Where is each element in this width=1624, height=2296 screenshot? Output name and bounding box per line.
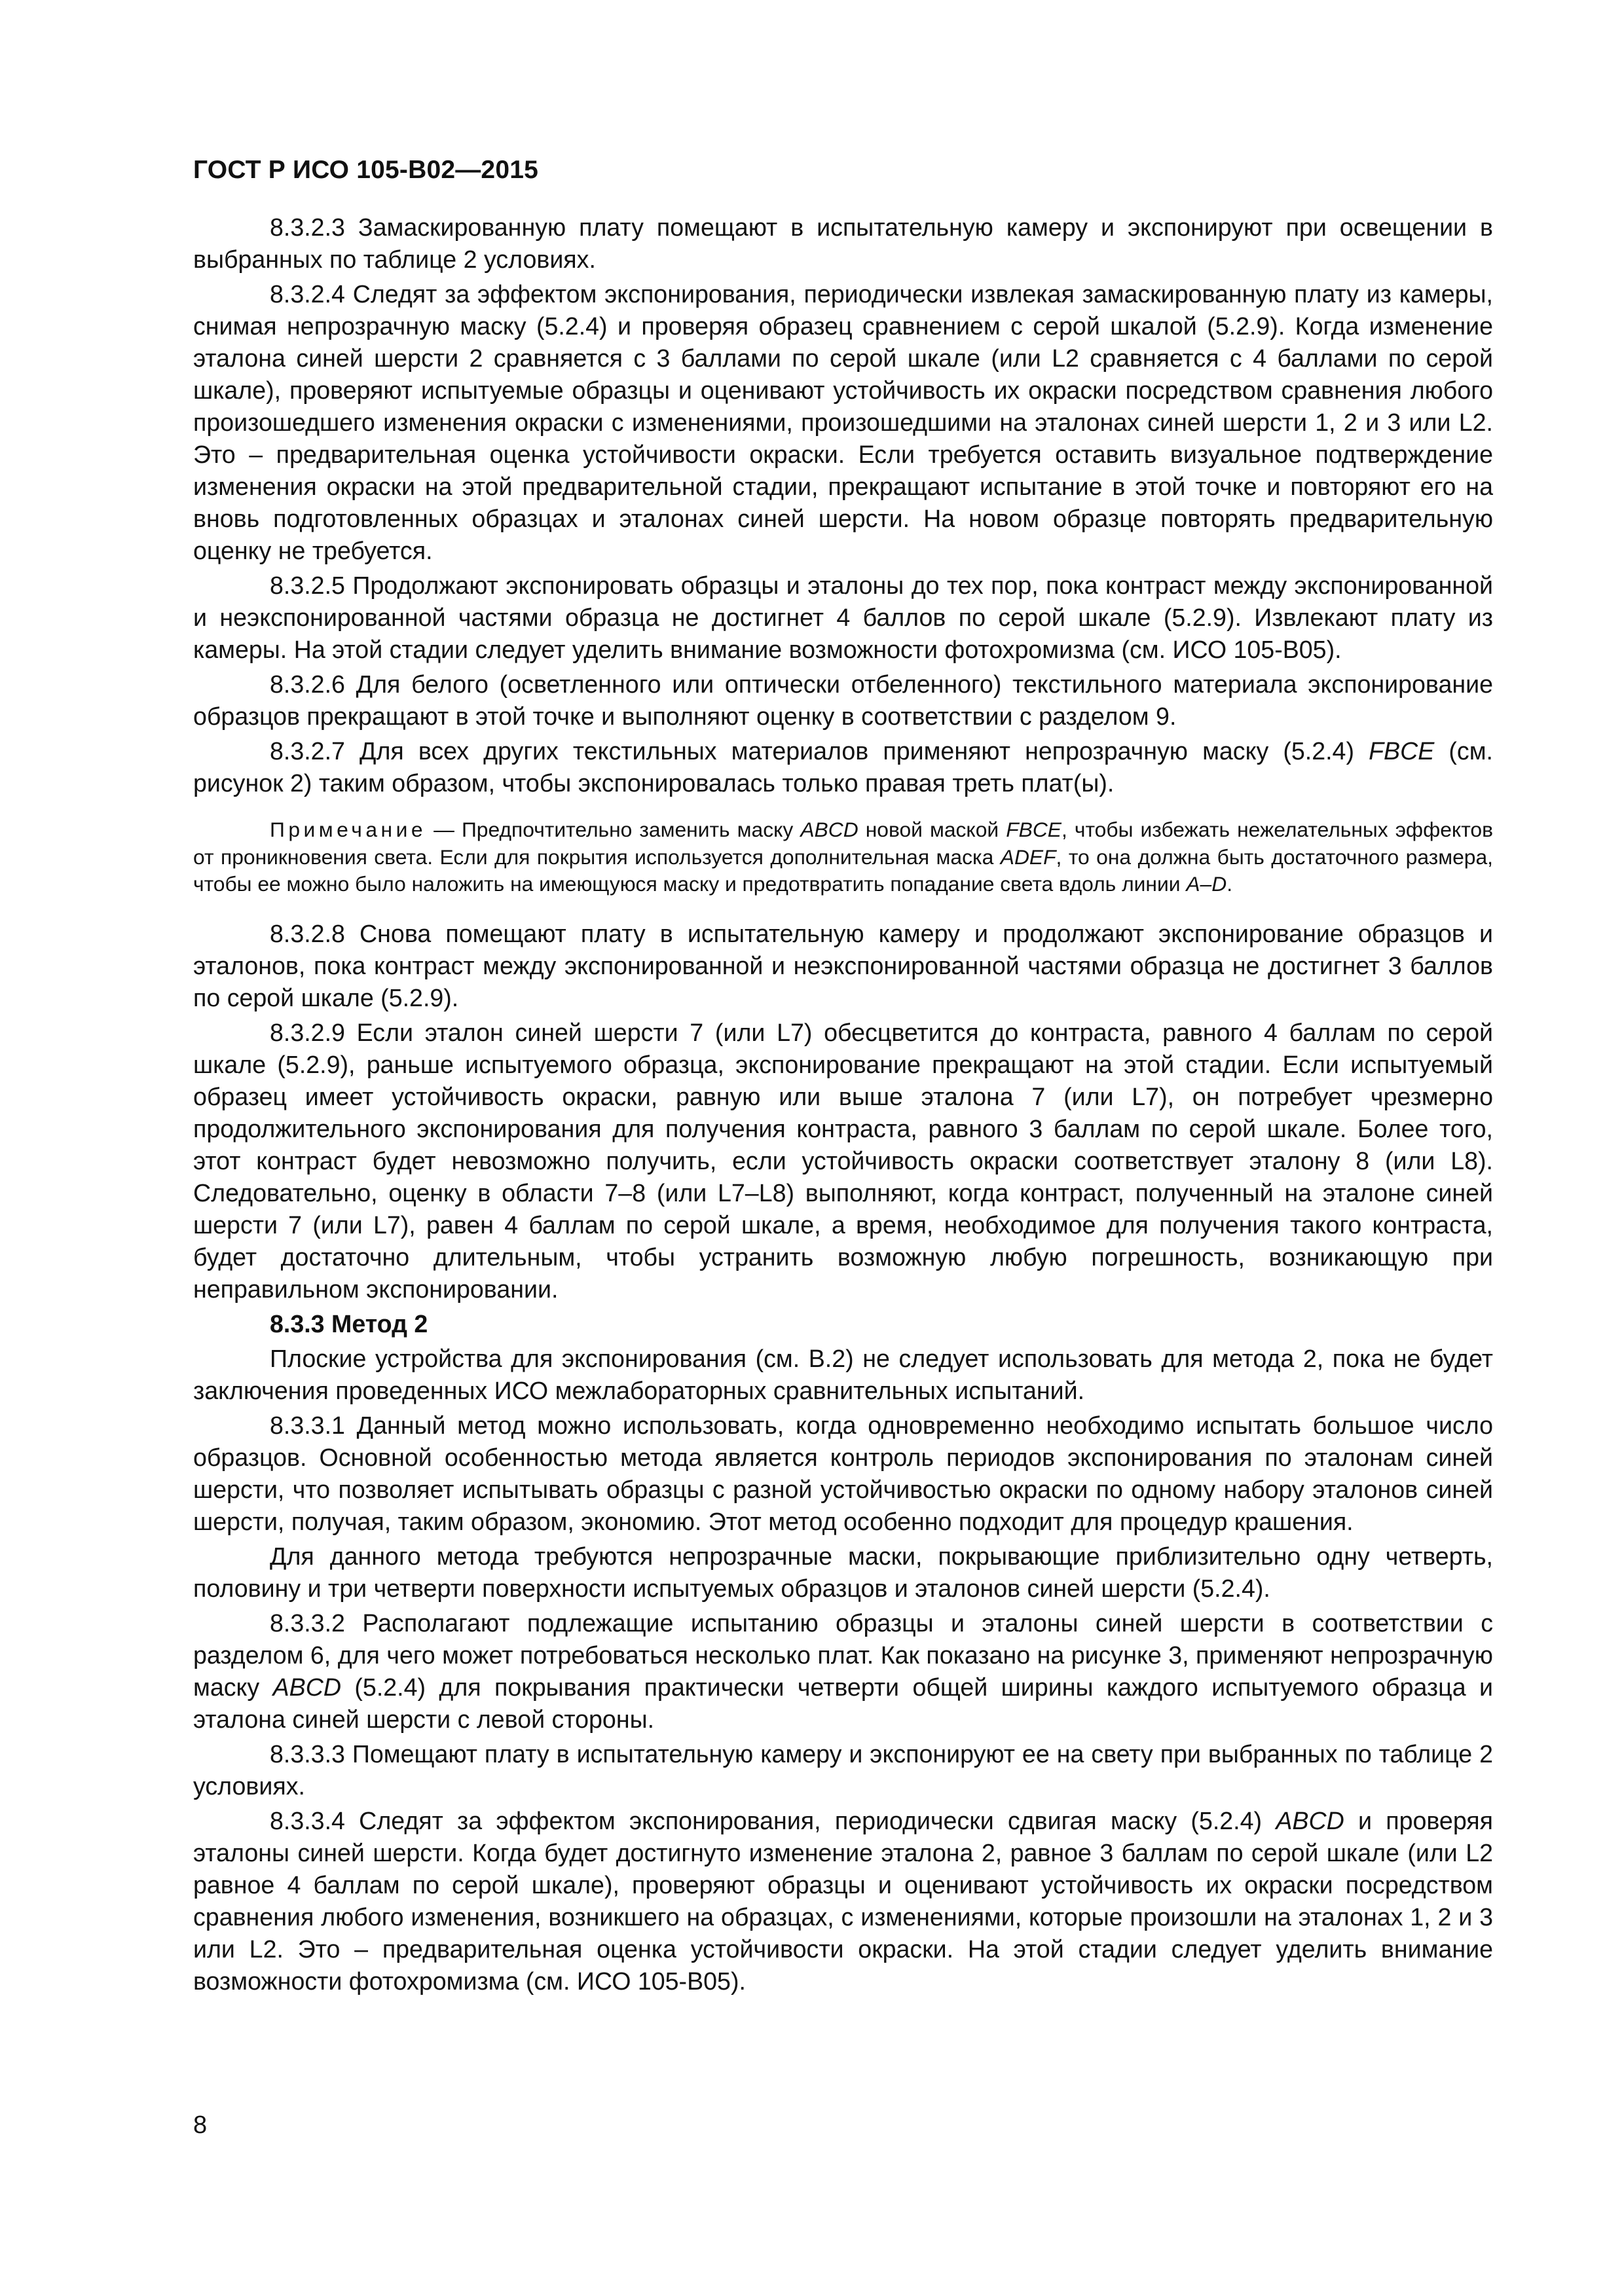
mask-label: ABCD xyxy=(272,1673,341,1701)
clause-8-3-3-1-masks: Для данного метода требуются непрозрачные маски, покрывающие приблизительно одну четверть, половину и три четверти поверхности испытуемых образцов и эталонов синей шерсти (5.2.4). xyxy=(193,1542,1493,1602)
note-text: , то она должна быть достаточного размера, чтобы ее можно было наложить на имеющуюся маску и предотвратить попадание света вдоль линии xyxy=(193,845,1493,896)
page-number: 8 xyxy=(193,2111,208,2139)
clause-8-3-3-3: 8.3.3.3 Помещают плату в испытательную камеру и экспонируют ее на свету при выбранных по таблице 2 условиях. xyxy=(193,1740,1493,1800)
document-header: ГОСТ Р ИСО 105-B02—2015 xyxy=(193,156,538,184)
clause-8-3-2-7 xyxy=(193,735,1493,799)
clause-8-3-3-2 xyxy=(193,1607,1493,1736)
note-text: — Предпочтительно заменить маску xyxy=(426,818,801,841)
clause-8-3-2-5: 8.3.2.5 Продолжают экспонировать образцы и эталоны до тех пор, пока контраст между экспонированной и неэкспонированной частями образца не достигнет 4 баллов по серой шкале (5.2.9). Извлекают плату из камеры. На этой стадии следует уделить внимание возможности фотохромизма (см. ИСО 105-B05). xyxy=(193,572,1493,663)
clause-text: (5.2.4) для покрывания практически четверти общей ширины каждого испытуемого образца и эталона синей шерсти с левой стороны. xyxy=(193,1673,1493,1733)
clause-text: 8.3.2.7 Для всех других текстильных материалов применяют непрозрачную маску (5.2.4) xyxy=(270,737,1369,765)
clause-text: 8.3.3.4 Следят за эффектом экспонирования, периодически сдвигая маску (5.2.4) xyxy=(270,1806,1276,1834)
note-text: . xyxy=(1227,872,1233,896)
clause-8-3-2-8: 8.3.2.8 Снова помещают плату в испытательную камеру и продолжают экспонирование образцов и эталонов, пока контраст между экспонированной и неэкспонированной частями образца не достигнет 3 баллов по серой шкале (5.2.9). xyxy=(193,919,1493,1011)
document-body xyxy=(193,211,1493,1997)
mask-label: ADEF xyxy=(1000,845,1056,869)
clause-8-3-2-4: 8.3.2.4 Следят за эффектом экспонирования, периодически извлекая замаскированную плату из камеры, снимая непрозрачную маску (5.2.4) и проверяя образец сравнением с серой шкалой (5.2.9). Когда изменение эталона синей шерсти 2 сравняется с 3 баллами по серой шкале (или L2 сравняется с 4 баллами по серой шкале), проверяют испытуемые образцы и оценивают устойчивость их окраски посредством сравнения любого произошедшего изменения окраски с изменениями, произошедшими на эталонах синей шерсти 1, 2 и 3 или L2. Это – предварительная оценка устойчивости окраски. Если требуется оставить визуальное подтверждение изменения окраски на этой предварительной стадии, прекращают испытание в этой точке и повторяют его на вновь подготовленных образцах и эталонах синей шерсти. На новом образце повторять предварительную оценку не требуется. xyxy=(193,280,1493,564)
clause-text: 8.3.3.2 Располагают подлежащие испытанию образцы и эталоны синей шерсти в соответствии с разделом 6, для чего может потребоваться несколько плат. Как показано на рисунке 3, применяют непрозрачную маску xyxy=(193,1609,1493,1701)
mask-label: FBCE xyxy=(1369,737,1435,765)
note-text: новой маской xyxy=(858,818,1006,841)
mask-label: ABCD xyxy=(800,818,858,841)
mask-label: ABCD xyxy=(1276,1806,1344,1834)
clause-8-3-3-1: 8.3.3.1 Данный метод можно использовать, когда одновременно необходимо испытать большое число образцов. Основной особенностью метода является контроль периодов экспонирования по эталонам синей шерсти, что позволяет испытывать образцы с разной устойчивостью окраски по одному набору эталонов синей шерсти, получая, таким образом, экономию. Этот метод особенно подходит для процедур крашения. xyxy=(193,1411,1493,1535)
line-label: A–D xyxy=(1186,872,1227,896)
clause-text: (см. рисунок 2) таким образом, чтобы экспонировалась только правая треть плат(ы). xyxy=(193,737,1493,797)
clause-8-3-3-4 xyxy=(193,1805,1493,1997)
note-text: , чтобы избежать нежелательных эффектов от проникновения света. Если для покрытия используется дополнительная маска xyxy=(193,818,1493,869)
note-label: Примечание xyxy=(270,818,427,841)
clause-8-3-3-intro: Плоские устройства для экспонирования (см. B.2) не следует использовать для метода 2, пока не будет заключения проведенных ИСО межлабораторных сравнительных испытаний. xyxy=(193,1344,1493,1404)
clause-8-3-2-9: 8.3.2.9 Если эталон синей шерсти 7 (или L7) обесцветится до контраста, равного 4 баллам по серой шкале (5.2.9), раньше испытуемого образца, экспонирование прекращают на этой стадии. Если испытуемый образец имеет устойчивость окраски, равную или выше эталона 7 (или L7), он потребует чрезмерно продолжительного экспонирования для получения контраста, равного 3 баллам по серой шкале. Более того, этот контраст будет невозможно получить, если устойчивость окраски соответствует эталону 8 (или L8). Следовательно, оценку в области 7–8 (или L7–L8) выполняют, когда контраст, полученный на эталоне синей шерсти 7 (или L7), равен 4 баллам по серой шкале, а время, необходимое для получения такого контраста, будет достаточно длительным, чтобы устранить возможную любую погрешность, возникающую при неправильном экспонировании. xyxy=(193,1018,1493,1303)
clause-8-3-2-3: 8.3.2.3 Замаскированную плату помещают в испытательную камеру и экспонируют при освещении в выбранных по таблице 2 условиях. xyxy=(193,213,1493,273)
note xyxy=(193,816,1493,898)
clause-8-3-2-6: 8.3.2.6 Для белого (осветленного или оптически отбеленного) текстильного материала экспонирование образцов прекращают в этой точке и выполняют оценку в соответствии с разделом 9. xyxy=(193,670,1493,730)
section-heading-8-3-3: 8.3.3 Метод 2 xyxy=(270,1309,428,1338)
mask-label: FBCE xyxy=(1006,818,1062,841)
clause-text: и проверяя эталоны синей шерсти. Когда будет достигнуто изменение эталона 2, равное 3 баллам по серой шкале (или L2 равное 4 баллам по серой шкале), проверяют образцы и оценивают устойчивость их окраски посредством сравнения любого изменения, возникшего на образцах, с изменениями, которые произошли на эталонах 1, 2 и 3 или L2. Это – предварительная оценка устойчивости окраски. На этой стадии следует уделить внимание возможности фотохромизма (см. ИСО 105-B05). xyxy=(193,1806,1493,1995)
